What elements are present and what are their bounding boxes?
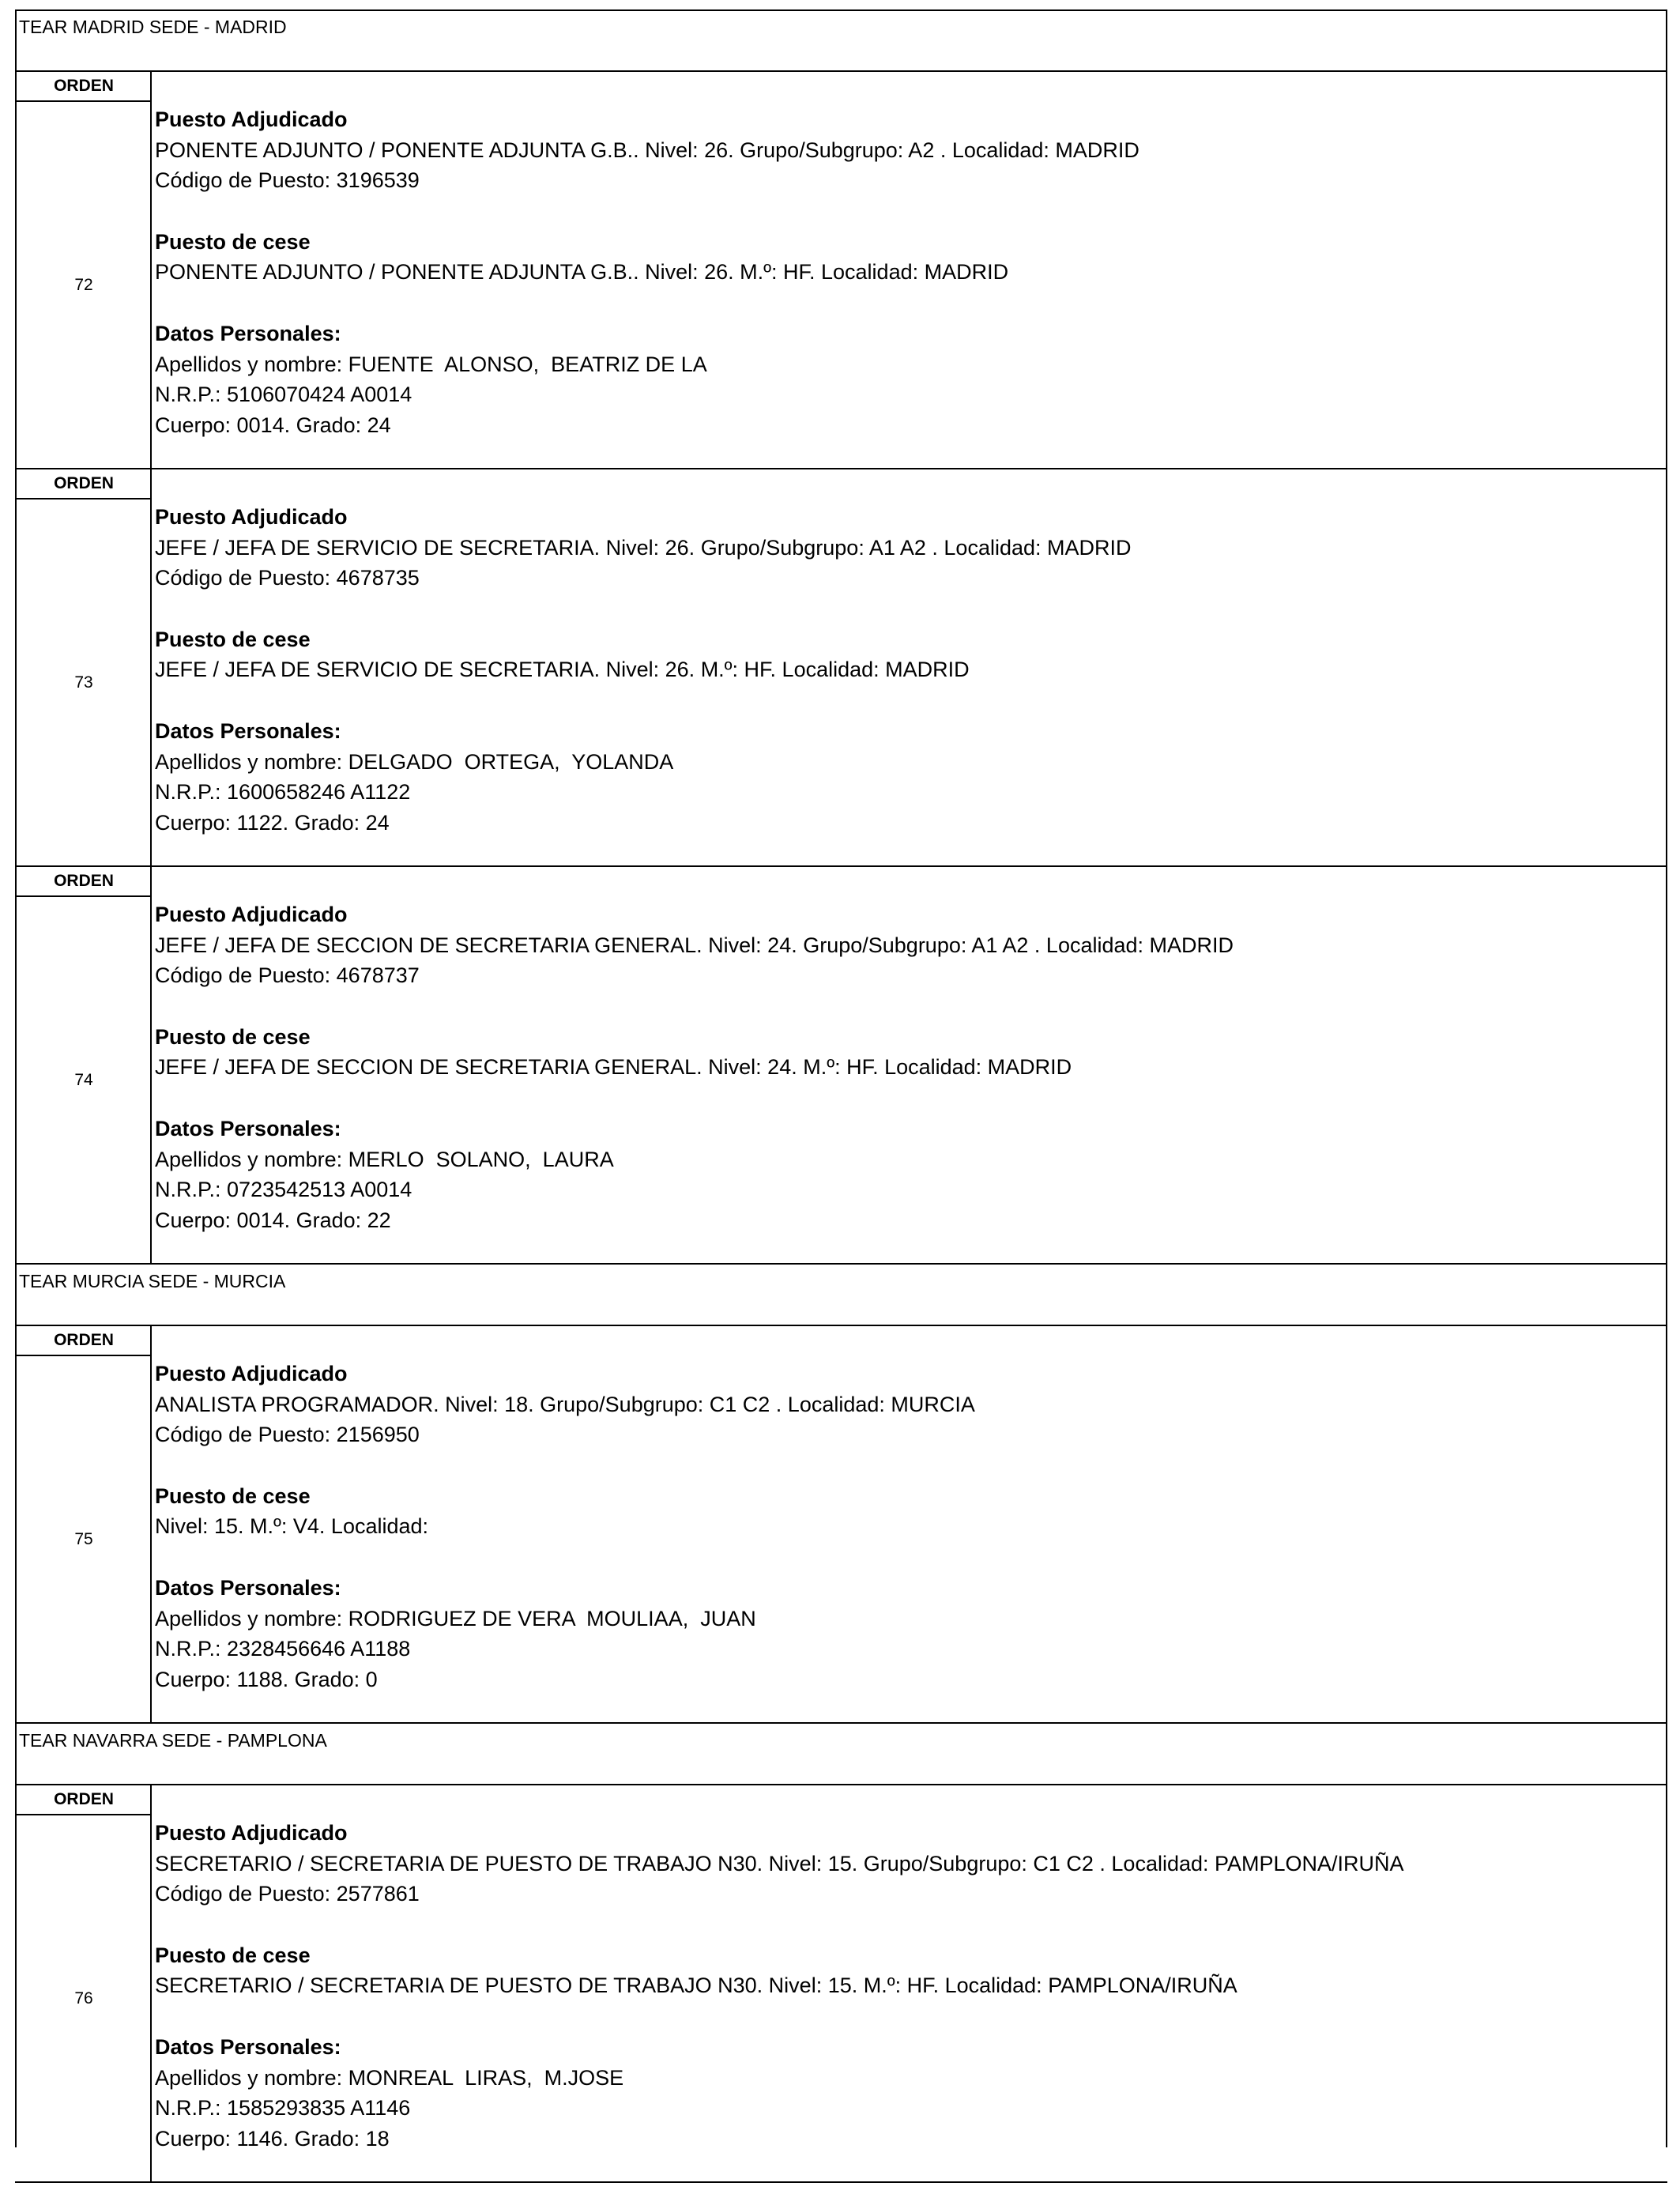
spacer xyxy=(155,1542,1656,1573)
orden-header: ORDEN xyxy=(17,1785,151,1815)
puesto-adjudicado-heading: Puesto Adjudicado xyxy=(155,1362,348,1385)
codigo-puesto: Código de Puesto: 2156950 xyxy=(155,1423,420,1447)
datos-personales-heading: Datos Personales: xyxy=(155,321,341,345)
nrp: N.R.P.: 1585293835 A1146 xyxy=(155,2096,411,2120)
orden-number: 76 xyxy=(74,1989,93,2007)
orden-number: 75 xyxy=(74,1529,93,1548)
column-divider xyxy=(150,1785,152,2182)
entry-content xyxy=(155,899,1656,1236)
row-divider xyxy=(15,1784,1667,1785)
puesto-adjudicado-heading: Puesto Adjudicado xyxy=(155,1821,348,1845)
orden-header: ORDEN xyxy=(17,867,151,897)
orden-number: 72 xyxy=(74,275,93,294)
spacer xyxy=(155,685,1656,716)
spacer xyxy=(155,288,1656,319)
puesto-cese-heading: Puesto de cese xyxy=(155,627,311,651)
orden-header: ORDEN xyxy=(17,1326,151,1356)
sede-title: TEAR NAVARRA SEDE - PAMPLONA xyxy=(19,1730,327,1751)
puesto-cese-text: JEFE / JEFA DE SECCION DE SECRETARIA GENERAL. Nivel: 24. M.º: HF. Localidad: MADRID xyxy=(155,1055,1072,1080)
column-divider xyxy=(150,1325,152,1723)
apellidos-nombre: Apellidos y nombre: RODRIGUEZ DE VERA MOULIAA, JUAN xyxy=(155,1606,756,1630)
cuerpo-grado: Cuerpo: 0014. Grado: 24 xyxy=(155,413,391,437)
cuerpo-grado: Cuerpo: 1146. Grado: 18 xyxy=(155,2126,390,2151)
cuerpo-grado: Cuerpo: 0014. Grado: 22 xyxy=(155,1208,391,1232)
puesto-cese-heading: Puesto de cese xyxy=(155,1024,311,1049)
apellidos-nombre: Apellidos y nombre: MERLO SOLANO, LAURA xyxy=(155,1147,614,1171)
puesto-adjudicado-text: SECRETARIO / SECRETARIA DE PUESTO DE TRABAJO N30. Nivel: 15. Grupo/Subgrupo: C1 C2 . Localidad: PAMPLONA/IRUÑA xyxy=(155,1851,1404,1875)
orden-number: 74 xyxy=(74,1070,93,1089)
cuerpo-grado: Cuerpo: 1188. Grado: 0 xyxy=(155,1667,378,1691)
puesto-adjudicado-text: JEFE / JEFA DE SERVICIO DE SECRETARIA. Nivel: 26. Grupo/Subgrupo: A1 A2 . Localidad: MADRID xyxy=(155,535,1132,560)
puesto-adjudicado-text: ANALISTA PROGRAMADOR. Nivel: 18. Grupo/Subgrupo: C1 C2 . Localidad: MURCIA xyxy=(155,1392,975,1416)
row-divider xyxy=(15,468,1667,469)
puesto-cese-heading: Puesto de cese xyxy=(155,1943,311,1967)
apellidos-nombre: Apellidos y nombre: DELGADO ORTEGA, YOLANDA xyxy=(155,749,674,774)
codigo-puesto: Código de Puesto: 2577861 xyxy=(155,1882,420,1906)
puesto-cese-heading: Puesto de cese xyxy=(155,1483,311,1508)
codigo-puesto: Código de Puesto: 4678737 xyxy=(155,963,420,988)
orden-header: ORDEN xyxy=(17,469,151,499)
puesto-adjudicado-heading: Puesto Adjudicado xyxy=(155,505,348,529)
entry-content xyxy=(155,502,1656,839)
nrp: N.R.P.: 2328456646 A1188 xyxy=(155,1637,411,1661)
datos-personales-heading: Datos Personales: xyxy=(155,2034,341,2059)
datos-personales-heading: Datos Personales: xyxy=(155,1575,341,1600)
puesto-cese-text: Nivel: 15. M.º: V4. Localidad: xyxy=(155,1514,429,1539)
orden-number: 73 xyxy=(74,673,93,692)
sede-title: TEAR MURCIA SEDE - MURCIA xyxy=(19,1271,286,1291)
spacer xyxy=(155,991,1656,1022)
spacer xyxy=(155,1909,1656,1940)
column-divider xyxy=(150,866,152,1264)
row-divider xyxy=(15,1325,1667,1326)
puesto-adjudicado-text: JEFE / JEFA DE SECCION DE SECRETARIA GENERAL. Nivel: 24. Grupo/Subgrupo: A1 A2 . Localidad: MADRID xyxy=(155,933,1234,957)
spacer xyxy=(155,1083,1656,1114)
row-divider xyxy=(15,70,1667,72)
puesto-cese-text: PONENTE ADJUNTO / PONENTE ADJUNTA G.B.. Nivel: 26. M.º: HF. Localidad: MADRID xyxy=(155,260,1009,285)
spacer xyxy=(155,196,1656,227)
puesto-cese-heading: Puesto de cese xyxy=(155,229,311,254)
apellidos-nombre: Apellidos y nombre: MONREAL LIRAS, M.JOSE xyxy=(155,2065,624,2090)
codigo-puesto: Código de Puesto: 4678735 xyxy=(155,566,420,590)
codigo-puesto: Código de Puesto: 3196539 xyxy=(155,168,420,193)
nrp: N.R.P.: 1600658246 A1122 xyxy=(155,780,411,805)
spacer xyxy=(155,1450,1656,1481)
sede-title: TEAR MADRID SEDE - MADRID xyxy=(19,17,287,37)
puesto-adjudicado-heading: Puesto Adjudicado xyxy=(155,903,348,926)
row-divider xyxy=(15,865,1667,867)
row-divider xyxy=(15,1722,1667,1724)
orden-header: ORDEN xyxy=(17,72,151,102)
entry-content xyxy=(155,104,1656,441)
puesto-cese-text: JEFE / JEFA DE SERVICIO DE SECRETARIA. Nivel: 26. M.º: HF. Localidad: MADRID xyxy=(155,658,970,682)
spacer xyxy=(155,2001,1656,2032)
apellidos-nombre: Apellidos y nombre: FUENTE ALONSO, BEATRIZ DE LA xyxy=(155,352,707,376)
puesto-adjudicado-text: PONENTE ADJUNTO / PONENTE ADJUNTA G.B.. Nivel: 26. Grupo/Subgrupo: A2 . Localidad: MADRID xyxy=(155,138,1139,162)
column-divider xyxy=(150,71,152,469)
datos-personales-heading: Datos Personales: xyxy=(155,718,341,743)
entry-content xyxy=(155,1818,1656,2154)
column-divider xyxy=(150,469,152,866)
entry-content xyxy=(155,1359,1656,1695)
puesto-cese-text: SECRETARIO / SECRETARIA DE PUESTO DE TRABAJO N30. Nivel: 15. M.º: HF. Localidad: PAMPLONA/IRUÑA xyxy=(155,1973,1237,1998)
cuerpo-grado: Cuerpo: 1122. Grado: 24 xyxy=(155,810,390,835)
row-divider xyxy=(15,2181,1667,2183)
puesto-adjudicado-heading: Puesto Adjudicado xyxy=(155,107,348,131)
nrp: N.R.P.: 5106070424 A0014 xyxy=(155,383,412,407)
datos-personales-heading: Datos Personales: xyxy=(155,1116,341,1140)
row-divider xyxy=(15,1263,1667,1265)
spacer xyxy=(155,594,1656,624)
nrp: N.R.P.: 0723542513 A0014 xyxy=(155,1178,412,1202)
